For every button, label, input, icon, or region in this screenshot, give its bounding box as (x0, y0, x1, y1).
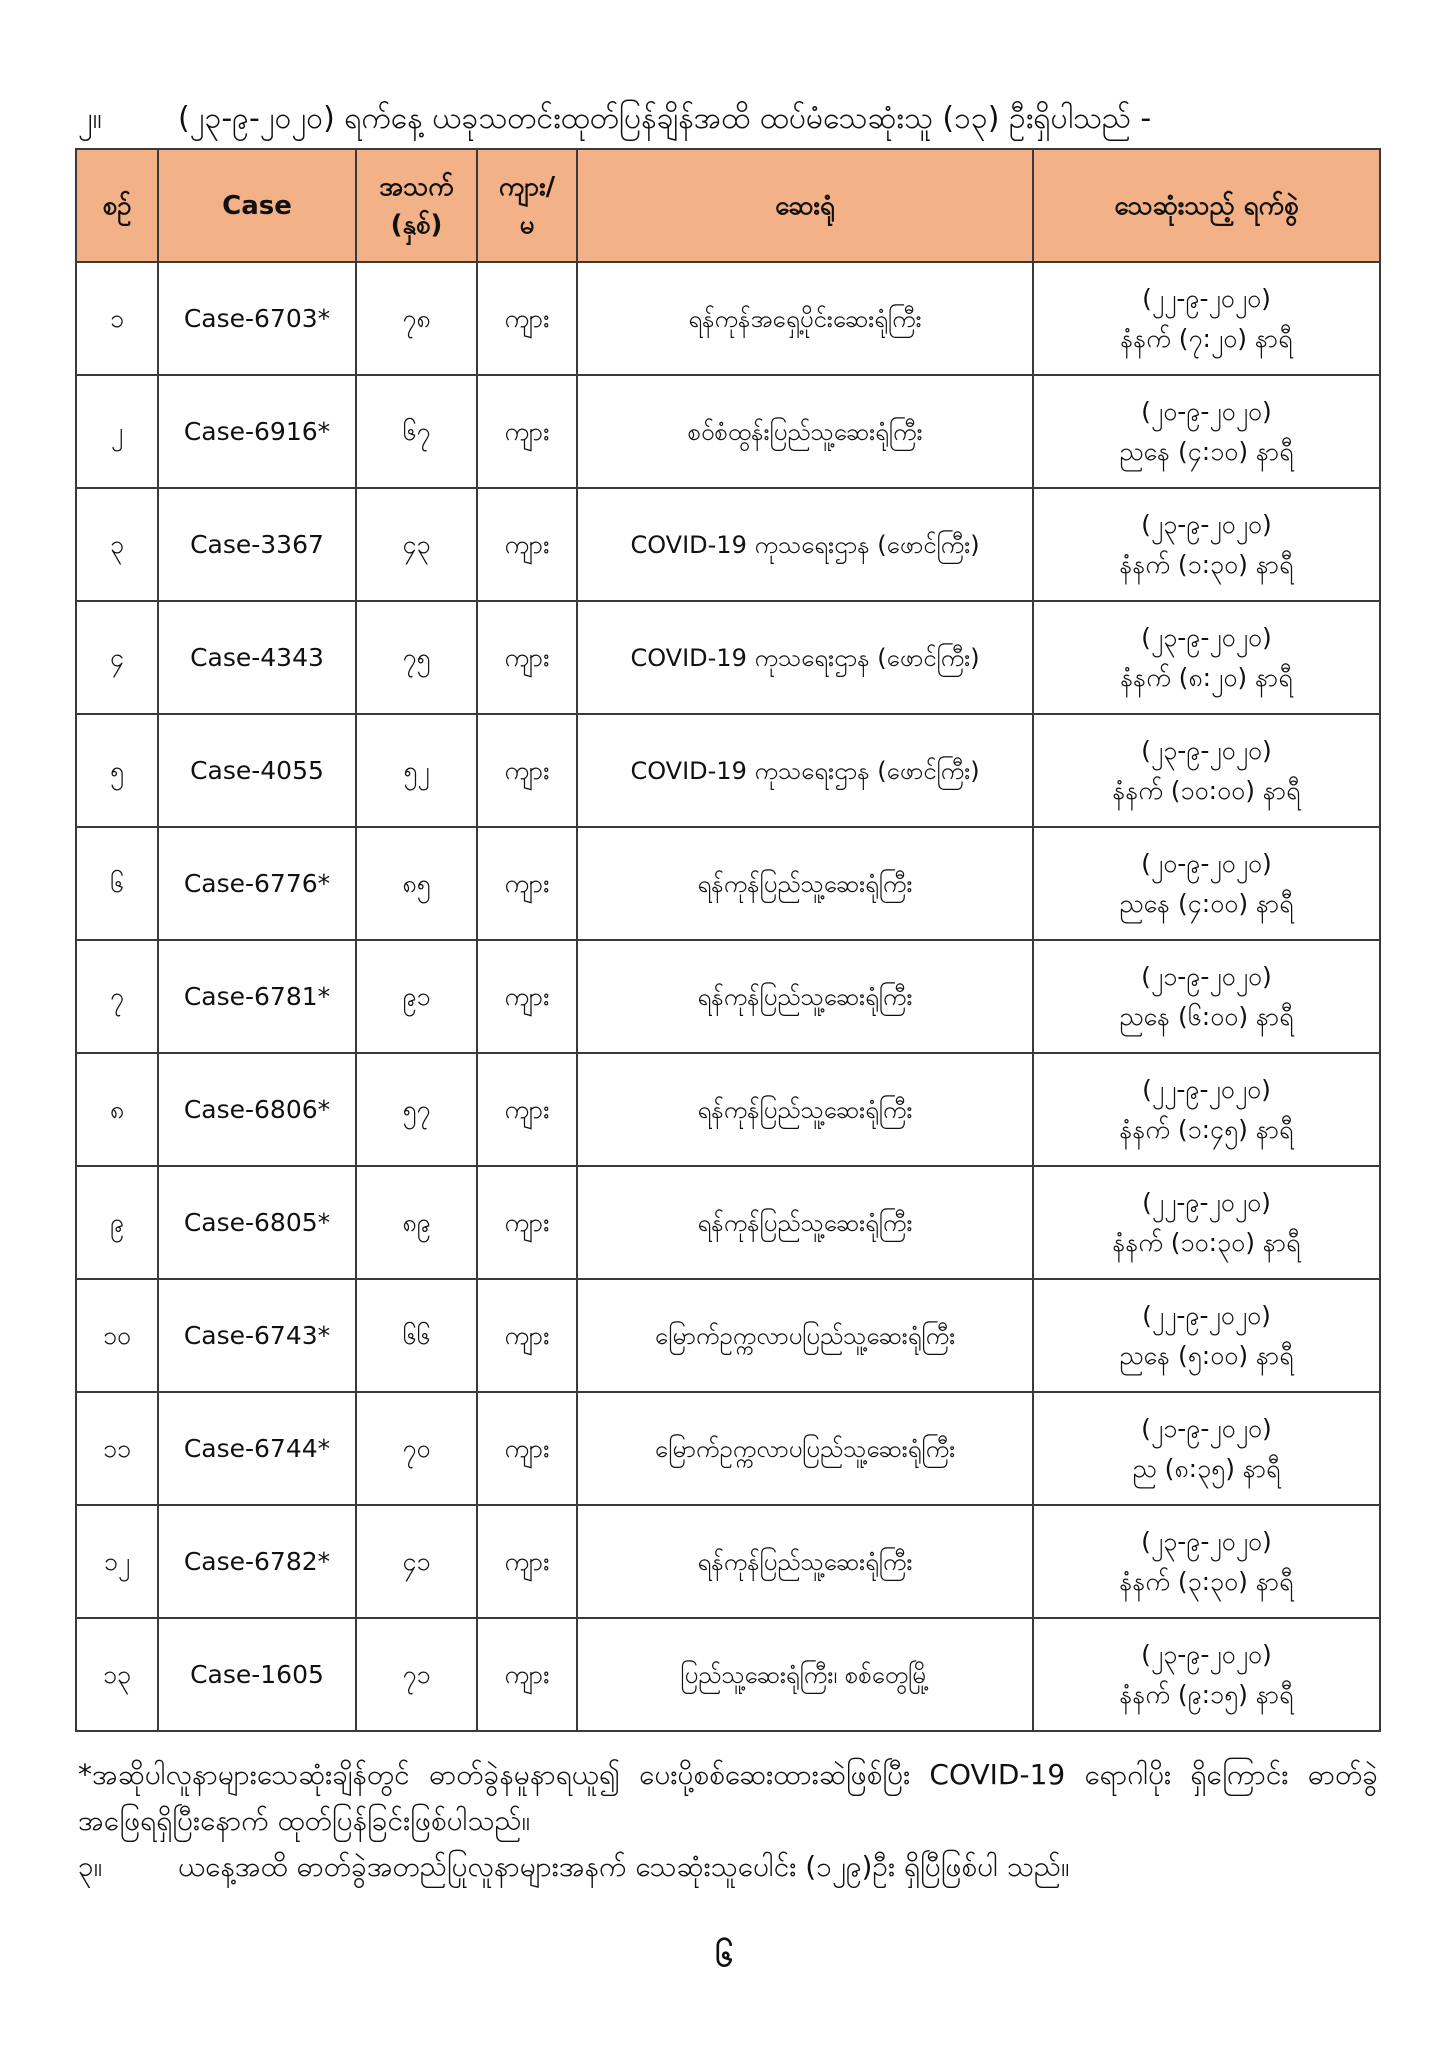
cell-hospital: ရန်ကုန်အရှေ့ပိုင်းဆေးရုံကြီး (577, 262, 1033, 375)
cell-date (1033, 1618, 1380, 1731)
table-row (76, 601, 1380, 714)
cell-hospital: ရန်ကုန်ပြည်သူ့ဆေးရုံကြီး (577, 1053, 1033, 1166)
cell-age: ၇၈ (356, 262, 477, 375)
cell-date-time: နံနက် (၈:၂၀) နာရီ (1120, 662, 1293, 692)
cell-sex: ကျား (477, 488, 577, 601)
cell-date (1033, 827, 1380, 940)
table-row (76, 262, 1380, 375)
header-age-line2: (နှစ်) (390, 209, 443, 240)
cell-case: Case-6806* (158, 1053, 356, 1166)
cell-case: Case-6703* (158, 262, 356, 375)
cell-age: ၇၅ (356, 601, 477, 714)
cell-date-day: (၂၁-၉-၂၀၂၀) (1141, 961, 1272, 991)
cell-no: ၈ (76, 1053, 158, 1166)
summary-text: ယနေ့အထိ ဓာတ်ခွဲအတည်ပြုလူနာများအနက် သေဆုံးသူပေါင်း (၁၂၉)ဦး ရှိပြီဖြစ်ပါ သည်။ (178, 1850, 1070, 1883)
cell-date-day: (၂၃-၉-၂၀၂၀) (1141, 509, 1272, 539)
cell-date-time: နံနက် (၁:၃၀) နာရီ (1119, 549, 1294, 579)
summary-number: ၃။ (78, 1850, 103, 1883)
cell-case: Case-6776* (158, 827, 356, 940)
cell-sex: ကျား (477, 827, 577, 940)
cell-hospital: COVID-19 ကုသရေးဌာန (ဖောင်ကြီး) (577, 601, 1033, 714)
cell-date-day: (၂၃-၉-၂၀၂၀) (1141, 622, 1272, 652)
cell-date-time: နံနက် (၁၀:၃၀) နာရီ (1112, 1227, 1301, 1257)
header-date: သေဆုံးသည့် ရက်စွဲ (1033, 149, 1380, 262)
cell-date-time: နံနက် (၃:၃၀) နာရီ (1119, 1566, 1294, 1596)
cell-date-time: နံနက် (၉:၁၅) နာရီ (1119, 1679, 1294, 1709)
cell-hospital: ပြည်သူ့ဆေးရုံကြီး၊ စစ်တွေမြို့ (577, 1618, 1033, 1731)
header-age-line1: အသက် (379, 171, 454, 202)
cell-no: ၁၂ (76, 1505, 158, 1618)
cell-date-day: (၂၂-၉-၂၀၂၀) (1142, 283, 1271, 313)
cell-date (1033, 262, 1380, 375)
cell-age: ၇၁ (356, 1618, 477, 1731)
cell-date-time: ညနေ (၅:၀၀) နာရီ (1119, 1340, 1294, 1370)
table-header-row (76, 149, 1380, 262)
cell-date-day: (၂၂-၉-၂၀၂၀) (1142, 1074, 1271, 1104)
table-row (76, 714, 1380, 827)
cell-case: Case-6744* (158, 1392, 356, 1505)
cell-date-day: (၂၀-၉-၂၀၂၀) (1141, 396, 1272, 426)
cell-sex: ကျား (477, 1053, 577, 1166)
cell-no: ၁၀ (76, 1279, 158, 1392)
cell-date-time: ညနေ (၄:၁၀) နာရီ (1119, 436, 1294, 466)
cell-hospital: ရန်ကုန်ပြည်သူ့ဆေးရုံကြီး (577, 827, 1033, 940)
cell-hospital: COVID-19 ကုသရေးဌာန (ဖောင်ကြီး) (577, 714, 1033, 827)
table-row (76, 1505, 1380, 1618)
cell-hospital: COVID-19 ကုသရေးဌာန (ဖောင်ကြီး) (577, 488, 1033, 601)
table-row (76, 1279, 1380, 1392)
cell-date-day: (၂၃-၉-၂၀၂၀) (1141, 735, 1272, 765)
cell-age: ၅၂ (356, 714, 477, 827)
cell-hospital: ရန်ကုန်ပြည်သူ့ဆေးရုံကြီး (577, 1166, 1033, 1279)
cell-date-time: နံနက် (၁၀:၀၀) နာရီ (1112, 775, 1301, 805)
cell-age: ၄၃ (356, 488, 477, 601)
cell-no: ၇ (76, 940, 158, 1053)
cell-date-time: နံနက် (၁:၄၅) နာရီ (1119, 1114, 1294, 1144)
cell-date-time: နံနက် (၇:၂၀) နာရီ (1120, 323, 1293, 353)
cell-hospital: ရန်ကုန်ပြည်သူ့ဆေးရုံကြီး (577, 1505, 1033, 1618)
table-row (76, 488, 1380, 601)
cell-date (1033, 940, 1380, 1053)
table-row (76, 1166, 1380, 1279)
cell-date (1033, 488, 1380, 601)
cell-no: ၂ (76, 375, 158, 488)
intro-text: (၂၃-၉-၂၀၂၀) ရက်နေ့ ယခုသတင်းထုတ်ပြန်ချိန်အထိ ထပ်မံသေဆုံးသူ (၁၃) ဦးရှိပါသည် - (178, 101, 1152, 136)
summary-paragraph (78, 1844, 1378, 1890)
cell-date-time: ညနေ (၄:၀၀) နာရီ (1119, 888, 1294, 918)
cell-date-day: (၂၂-၉-၂၀၂၀) (1142, 1187, 1271, 1217)
cell-case: Case-3367 (158, 488, 356, 601)
table-row (76, 940, 1380, 1053)
header-no: စဉ် (76, 149, 158, 262)
cell-no: ၅ (76, 714, 158, 827)
cell-date-day: (၂၁-၉-၂၀၂၀) (1141, 1413, 1272, 1443)
header-case: Case (158, 149, 356, 262)
cell-sex: ကျား (477, 1279, 577, 1392)
cell-date (1033, 714, 1380, 827)
cell-no: ၁၁ (76, 1392, 158, 1505)
deaths-table (75, 148, 1381, 1732)
cell-date (1033, 1166, 1380, 1279)
cell-case: Case-6743* (158, 1279, 356, 1392)
cell-age: ၈၉ (356, 1166, 477, 1279)
cell-case: Case-1605 (158, 1618, 356, 1731)
header-sex-line1: ကျား/ (498, 171, 556, 202)
cell-no: ၉ (76, 1166, 158, 1279)
cell-hospital: မြောက်ဥက္ကလာပပြည်သူ့ဆေးရုံကြီး (577, 1279, 1033, 1392)
cell-sex: ကျား (477, 1618, 577, 1731)
cell-age: ၆၇ (356, 375, 477, 488)
intro-number: ၂။ (78, 101, 102, 136)
cell-age: ၆၆ (356, 1279, 477, 1392)
footnote: *အဆိုပါလူနာများသေဆုံးချိန်တွင် ဓာတ်ခွဲနမူနာရယူ၍ ပေးပို့စစ်ဆေးထားဆဲဖြစ်ပြီး COVID-19 ရောဂါပိုး ရှိကြောင်း ဓာတ်ခွဲအဖြေရရှိပြီးနောက် ထုတ်ပြန်ခြင်းဖြစ်ပါသည်။ (78, 1758, 1378, 1837)
cell-age: ၈၅ (356, 827, 477, 940)
cell-date (1033, 601, 1380, 714)
cell-sex: ကျား (477, 940, 577, 1053)
cell-date (1033, 1053, 1380, 1166)
cell-hospital: ရန်ကုန်ပြည်သူ့ဆေးရုံကြီး (577, 940, 1033, 1053)
table-row (76, 827, 1380, 940)
table-row (76, 1392, 1380, 1505)
header-sex-line2: မ (519, 209, 535, 240)
header-age (356, 149, 477, 262)
cell-date-day: (၂၃-၉-၂၀၂၀) (1141, 1639, 1272, 1669)
cell-no: ၁၃ (76, 1618, 158, 1731)
cell-age: ၇၀ (356, 1392, 477, 1505)
cell-case: Case-6916* (158, 375, 356, 488)
cell-hospital: စဝ်စံထွန်းပြည်သူ့ဆေးရုံကြီး (577, 375, 1033, 488)
cell-sex: ကျား (477, 1166, 577, 1279)
page-number: ၆ (715, 1936, 734, 1974)
intro-paragraph (78, 96, 1378, 142)
cell-date-time: ညနေ (၆:၀၀) နာရီ (1119, 1001, 1294, 1031)
cell-age: ၉၁ (356, 940, 477, 1053)
cell-no: ၆ (76, 827, 158, 940)
table-row (76, 1618, 1380, 1731)
cell-case: Case-6805* (158, 1166, 356, 1279)
cell-date (1033, 375, 1380, 488)
cell-date (1033, 1505, 1380, 1618)
cell-age: ၄၁ (356, 1505, 477, 1618)
cell-sex: ကျား (477, 1505, 577, 1618)
cell-sex: ကျား (477, 262, 577, 375)
cell-case: Case-4343 (158, 601, 356, 714)
cell-case: Case-6781* (158, 940, 356, 1053)
cell-date-day: (၂၃-၉-၂၀၂၀) (1141, 1526, 1272, 1556)
cell-date (1033, 1392, 1380, 1505)
cell-sex: ကျား (477, 601, 577, 714)
cell-sex: ကျား (477, 1392, 577, 1505)
cell-hospital: မြောက်ဥက္ကလာပပြည်သူ့ဆေးရုံကြီး (577, 1392, 1033, 1505)
cell-case: Case-6782* (158, 1505, 356, 1618)
cell-no: ၁ (76, 262, 158, 375)
cell-case: Case-4055 (158, 714, 356, 827)
cell-date-day: (၂၀-၉-၂၀၂၀) (1141, 848, 1272, 878)
cell-sex: ကျား (477, 714, 577, 827)
header-sex (477, 149, 577, 262)
cell-date-time: ည (၈:၃၅) နာရီ (1132, 1453, 1281, 1483)
table-row (76, 375, 1380, 488)
cell-no: ၄ (76, 601, 158, 714)
cell-sex: ကျား (477, 375, 577, 488)
cell-no: ၃ (76, 488, 158, 601)
cell-age: ၅၇ (356, 1053, 477, 1166)
cell-date (1033, 1279, 1380, 1392)
table-row (76, 1053, 1380, 1166)
header-hospital: ဆေးရုံ (577, 149, 1033, 262)
cell-date-day: (၂၂-၉-၂၀၂၀) (1142, 1300, 1271, 1330)
